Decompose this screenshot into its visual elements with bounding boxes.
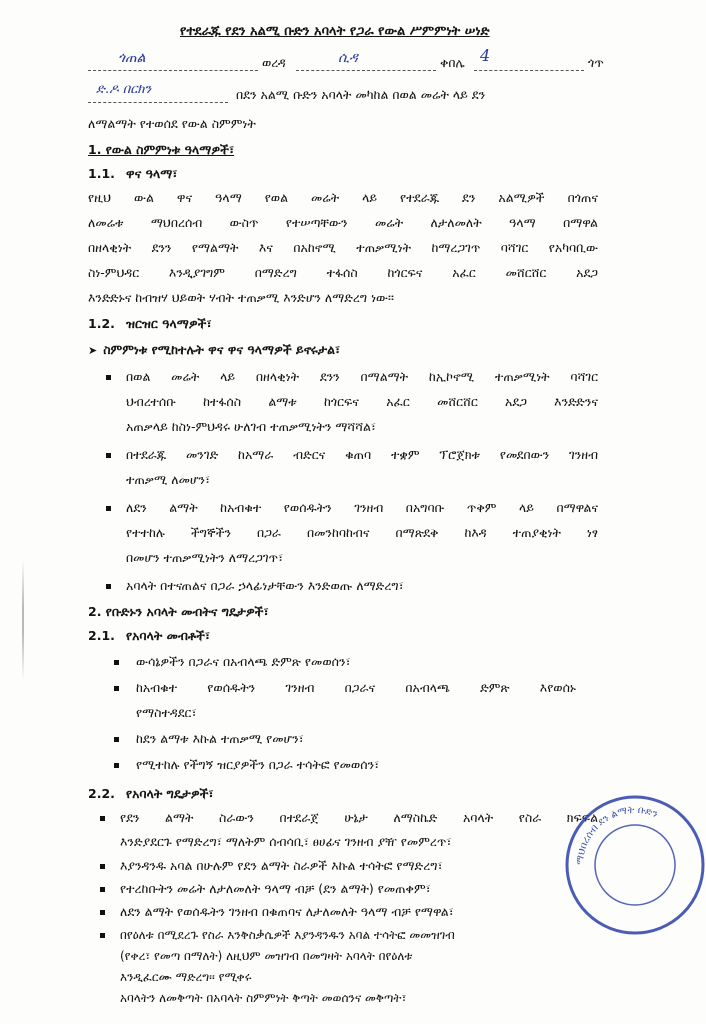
section-2-1-title: የአባላት መብቶች፣ (126, 628, 211, 643)
zone-field (88, 50, 258, 71)
official-stamp (560, 790, 706, 940)
duty-line: በየዕለቱ በሚደረጉ የስራ እንቅስቃሴዎች እያንዳንዱን አባል ተሳትፎ መመዝገብ (120, 928, 455, 942)
square-bullet-icon (106, 506, 111, 511)
list-item (100, 810, 115, 826)
objective-line: ተጠቃሚ ለመሆን፣ (126, 472, 211, 487)
section-2-2-number: 2.2. (88, 786, 115, 801)
purpose-paragraph-line: በዘላቂነት ደንን የማልማት እና በአከኖሚ ተጠቃሚነት ከማረጋገጥ ባሻገር የአካባቢው (88, 240, 598, 255)
duty-line: አባላትን ለመቅጣት በአባላት ስምምነት ቅጣት መወሰንና መቅጣት፣ (120, 991, 407, 1005)
duty-line: እንዲፈርሙ ማድረግ፡፡ የሚቀሩ (120, 970, 252, 984)
woreda-field (296, 50, 436, 71)
section-1-2-title: ዝርዝር ዓላማዎች፣ (126, 316, 212, 331)
objective-line: በመሆን ተጠቃሚነትን ለማረጋገጥ፣ (126, 550, 284, 565)
duty-line: እንድያደርጉ የማድረግ፣ ማለትም ሰብሳቢ፣ ፀሀፊና ገንዘብ ያዥ የመምረጥ፣ (120, 834, 452, 849)
square-bullet-icon (100, 887, 105, 892)
objective-line: በተደራጁ መንገድ ከአማራ ብድርና ቁጠባ ተቋም ፕሮጀክቱ የመደበውን ገንዘብ (126, 447, 598, 462)
square-bullet-icon (100, 910, 105, 915)
duty-line: የደን ልማት ስራውን በተደራጀ ሁኔታ ለማስኬድ አባላት የስራ ክፍፍል (120, 810, 598, 825)
square-bullet-icon (100, 933, 105, 938)
objectives-intro-text: ስምምነቱ የሚከተሉት ዋና ዋና ዓላማዎች ይኖሩታል፣ (103, 342, 341, 357)
duty-line: እያንዳንዱ አባል በሁሉም የደን ልማት ስራዎች እኩል ተሳትፎ የማድረግ፣ (120, 858, 443, 873)
square-bullet-icon (114, 763, 119, 768)
list-item (100, 881, 115, 897)
right-line: ከደን ልማቱ እኩል ተጠቃሚ የመሆን፣ (136, 731, 304, 746)
square-bullet-icon (114, 660, 119, 665)
section-1-1-number: 1.1. (88, 166, 115, 181)
purpose-paragraph-line: ለመሬቱ ማህበረሰብ ውስጥ የተሠጣቸውን መሬት ለታለመለት ዓላማ በማዋል (88, 215, 598, 230)
list-item (106, 578, 121, 594)
got-label: ጎጥ (588, 55, 604, 70)
svg-text:ማህበረሰብ ደን ልማት ቡድን (575, 805, 659, 865)
objective-line: በወል መሬት ላይ በዘላቂነት ደንን በማልማት ከኢኮኖሚ ተጠቃሚነት ባሻገር (126, 369, 598, 384)
square-bullet-icon (114, 737, 119, 742)
right-line: የማስተዳደር፣ (136, 705, 197, 720)
woreda-handwritten: ሲዳ (338, 50, 358, 66)
section-1-2-number: 1.2. (88, 316, 115, 331)
right-line: ውሳኔዎችን በጋራና በአብላጫ ድምጽ የመወሰን፣ (136, 654, 351, 669)
objective-line: ህብረተሰቡ ከተፋሰስ ልማቱ ከጎርፍና አፈር መሸርሸር አደጋ እንድድንና (126, 394, 598, 409)
duty-line: ለደን ልማት የወሰዱትን ገንዘብ በቁጠባና ለታለመለት ዓላማ ብቻ የማዋል፣ (120, 904, 454, 919)
right-line: ከአብቁተ የወሰዱትን ገንዘብ በጋራና በአብላጫ ድምጽ እየወሰኑ (136, 680, 576, 695)
list-item (114, 757, 129, 773)
list-item (100, 858, 115, 874)
duty-line: የተረከቡትን መሬት ለታለመለት ዓላማ ብቻ (ደን ልማት) የመጠቀም፣ (120, 881, 431, 896)
objective-line: አባላት በተናጠልና በጋራ ኃላፊነታቸውን እንድወጡ ለማድረግ፣ (126, 578, 404, 593)
purpose-paragraph-line: የዚህ ውል ዋና ዓላማ የወል መሬት ላይ የተደራጁ ደን አልሚዎች በጎጠና (88, 190, 598, 205)
kebele-handwritten: 4 (480, 46, 491, 65)
kebele-field (474, 46, 584, 71)
list-item (106, 447, 121, 463)
purpose-paragraph-line: እንድድኑና ከብዝሃ ህይወት ሃብት ተጠቃሚ እንድሆን ለማድረግ ነው፡፡ (88, 290, 394, 305)
list-item (114, 680, 129, 696)
arrow-bullet-icon: ➤ (88, 344, 98, 357)
section-2-1-number: 2.1. (88, 628, 115, 643)
group-handwritten: ድ.ዶ በርክን (96, 82, 152, 97)
right-line: የሚተከሉ የችግኝ ዝርያዎችን በጋራ ተሳትፎ የመወሰን፣ (136, 757, 380, 772)
section-2-heading: 2. የቡድኑን አባላት መብትና ግዴታዎች፣ (88, 604, 269, 619)
purpose-paragraph-line: ስነ-ምህዳር እንዲያገግም በማድረግ ተፋሰስ ከጎርፍና አፈር መሸርሸር አደጋ (88, 265, 598, 280)
woreda-label: ወረዳ (262, 55, 286, 70)
section-1-heading: 1. የውል ስምምነቱ ዓላማዎች፣ (88, 142, 235, 157)
objective-line: አጠቃላይ ከስነ-ምህዳሩ ሁለገብ ተጠቃሚነትን ማሻሻል፣ (126, 419, 377, 434)
objective-line: ለደን ልማት ከአብቁተ የወሰዱትን ገንዘብ በአግባቡ ጥቅም ላይ በማዋልና (126, 500, 598, 515)
objective-line: የተተከሉ ችግኞችን በጋራ በመንከባከብና በማጽደቅ ከእዳ ተጠያቂነት ነፃ (126, 525, 598, 540)
kebele-label: ቀበሌ (440, 55, 465, 70)
list-item (100, 904, 115, 920)
section-2-2-title: የአባላት ግዴታዎች፣ (126, 786, 214, 801)
square-bullet-icon (114, 686, 119, 691)
square-bullet-icon (106, 375, 111, 380)
section-1-1-title: ዋና ዓላማ፣ (126, 166, 178, 181)
intro-line-1: በደን አልሚ ቡድን አባላት መካከል በወል መሬት ላይ ደን (236, 87, 486, 102)
square-bullet-icon (100, 816, 105, 821)
list-item (114, 654, 129, 670)
objectives-intro (88, 342, 340, 359)
intro-line-2: ለማልማት የተወሰደ የውል ስምምነት (88, 116, 256, 131)
document-title: የተደራጁ የደን አልሚ ቡድን አባላት የጋራ የውል ሥምምነት ሠነድ (180, 24, 490, 39)
list-item (100, 927, 115, 943)
paper-fold-shadow (22, 560, 24, 680)
stamp-text: ማህበረሰብ ደን ልማት ቡድን (574, 804, 660, 866)
zone-handwritten: ጎጠል (118, 50, 146, 66)
list-item (114, 731, 129, 747)
square-bullet-icon (106, 453, 111, 458)
square-bullet-icon (100, 864, 105, 869)
list-item (106, 369, 121, 385)
list-item (106, 500, 121, 516)
square-bullet-icon (106, 584, 111, 589)
duty-line: (የቀረ፣ የመጣ በማለት) ለዚህም መዝገብ በመግዛት አባላት በየዕለቱ (120, 949, 413, 963)
group-field (88, 82, 228, 103)
